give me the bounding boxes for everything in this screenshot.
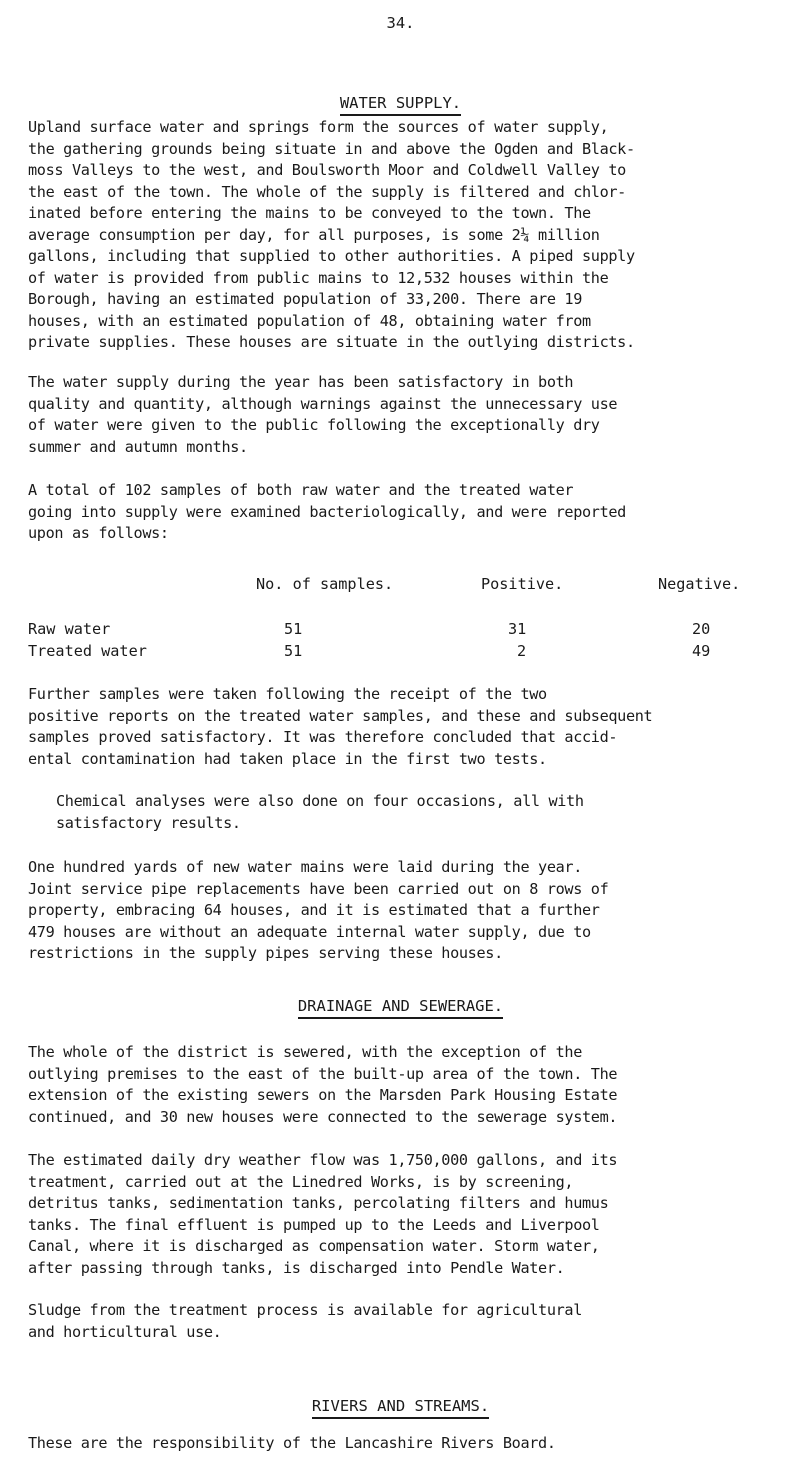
water-supply-paragraph-1: Upland surface water and springs form the sources of water supply, the gathering grounds being situate in and above the Ogden and Black- moss Valleys to the west, and Boulsworth Moor and Coldwell Valley to the east of the town. The whole of the supply is filtered and chlor- inated before entering the mains to be conveyed to the town. The average consumption per day, for all purposes, is some 2¼ million gallons, including that supplied to other authorities. A piped supply of water is provided from public mains to 12,532 houses within the Borough, having an estimated population of 33,200. There are 19 houses, with an estimated population of 48, obtaining water from private supplies. These houses are situate in the outlying districts. — [28, 118, 635, 351]
row-positive: 2 — [517, 642, 527, 660]
water-supply-heading: WATER SUPPLY. — [0, 94, 801, 116]
row-negative: 20 — [692, 620, 711, 638]
row-samples: 51 — [284, 620, 303, 638]
rivers-heading: RIVERS AND STREAMS. — [0, 1397, 801, 1419]
drainage-heading: DRAINAGE AND SEWERAGE. — [0, 997, 801, 1019]
row-samples: 51 — [284, 642, 303, 660]
header-positive: Positive. — [481, 575, 564, 593]
page-number: 34. — [386, 14, 415, 32]
header-samples: No. of samples. — [256, 575, 394, 593]
drainage-paragraph-2: The estimated daily dry weather flow was 1,750,000 gallons, and its treatment, carried out at the Linedred Works, is by screening, detritus tanks, sedimentation tanks, percolating filters and humus tanks. The final effluent is pumped up to the Leeds and Liverpool Canal, where it is discharged as compensation water. Storm water, after passing through tanks, is discharged into Pendle Water. — [28, 1151, 618, 1277]
water-supply-paragraph-4: Further samples were taken following the receipt of the two positive reports on the treated water samples, and these and subsequent samples proved satisfactory. It was therefore concluded that accid- ental contamination had taken place in the first two tests. — [28, 685, 653, 768]
rivers-paragraph-1: These are the responsibility of the Lancashire Rivers Board. — [28, 1434, 556, 1452]
row-label: Treated water — [28, 642, 147, 660]
water-supply-paragraph-6: One hundred yards of new water mains were laid during the year. Joint service pipe replacements have been carried out on 8 rows of property, embracing 64 houses, and it is estimated that a further 479 houses are without an adequate internal water supply, due to restrictions in the supply pipes serving these houses. — [28, 858, 609, 962]
table-row — [28, 640, 788, 662]
row-negative: 49 — [692, 642, 711, 660]
water-supply-paragraph-3: A total of 102 samples of both raw water and the treated water going into supply were examined bacteriologically, and were reported upon as follows: — [28, 481, 626, 542]
water-supply-paragraph-5: Chemical analyses were also done on four occasions, all with satisfactory results. — [56, 792, 584, 832]
drainage-paragraph-1: The whole of the district is sewered, with the exception of the outlying premises to the east of the built-up area of the town. The extension of the existing sewers on the Marsden Park Housing Estate continued, and 30 new houses were connected to the sewerage system. — [28, 1043, 618, 1126]
row-positive: 31 — [508, 620, 527, 638]
water-supply-paragraph-2: The water supply during the year has been satisfactory in both quality and quantity, although warnings against the unnecessary use of water were given to the public following the exceptionally dry summer and autumn months. — [28, 373, 618, 456]
row-label: Raw water — [28, 620, 111, 638]
table-row — [28, 618, 788, 640]
drainage-paragraph-3: Sludge from the treatment process is available for agricultural and horticultural use. — [28, 1301, 583, 1341]
samples-table-header — [28, 573, 788, 595]
header-negative: Negative. — [658, 575, 741, 593]
